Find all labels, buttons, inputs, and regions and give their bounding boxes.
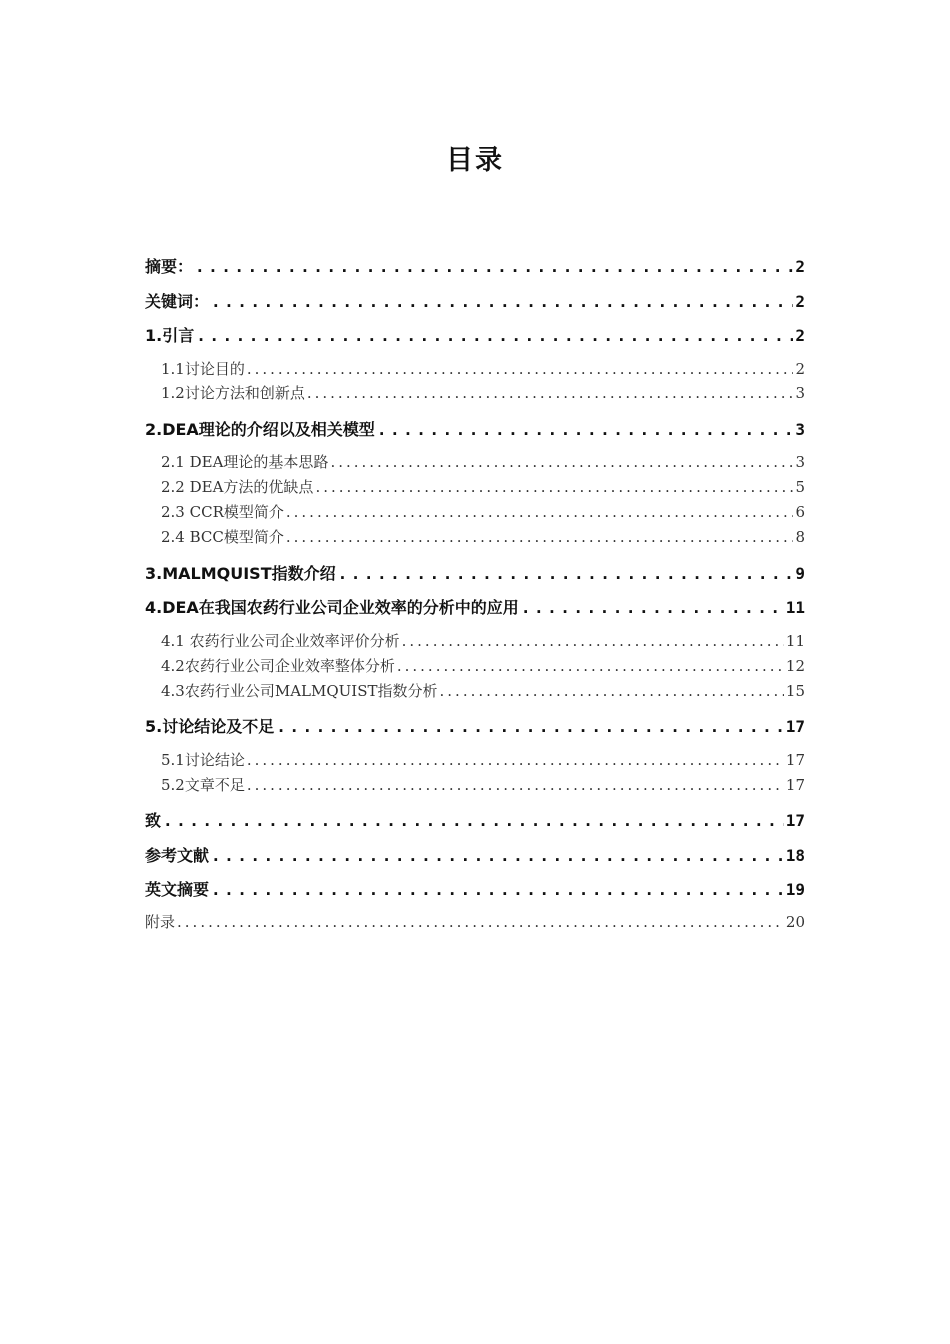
toc-entry-label: 5.2文章不足 bbox=[161, 776, 245, 794]
dot-leader bbox=[211, 880, 784, 899]
toc-entry-page: 17 bbox=[785, 811, 805, 830]
toc-entry-label: 3.MALMQUIST指数介绍 bbox=[145, 564, 336, 583]
dot-leader bbox=[440, 682, 784, 700]
toc-entry-label: 2.1 DEA理论的基本思路 bbox=[161, 453, 329, 471]
toc-entry-page: 2 bbox=[795, 360, 805, 378]
toc-entry-page: 12 bbox=[785, 657, 805, 675]
toc-entry bbox=[145, 501, 805, 525]
toc-entry-page: 2 bbox=[795, 326, 805, 345]
toc-entry bbox=[145, 714, 805, 738]
toc-entry-page: 8 bbox=[795, 528, 805, 546]
dot-leader bbox=[315, 478, 793, 496]
toc-title: 目录 bbox=[446, 145, 504, 176]
toc-entry bbox=[145, 774, 805, 798]
toc-entry-page: 2 bbox=[795, 292, 805, 311]
dot-leader bbox=[338, 564, 794, 583]
toc-entry-page: 11 bbox=[785, 632, 805, 650]
toc-entry-page: 19 bbox=[785, 880, 805, 899]
dot-leader bbox=[276, 717, 784, 736]
toc-entry bbox=[145, 561, 805, 585]
toc-entry-label: 4.DEA在我国农药行业公司企业效率的分析中的应用 bbox=[145, 598, 519, 617]
toc-entry-page: 11 bbox=[785, 598, 805, 617]
toc-entry-label: 附录 bbox=[145, 913, 176, 931]
dot-leader bbox=[247, 751, 784, 769]
toc-entry-label: 5.1讨论结论 bbox=[161, 751, 245, 769]
toc-entry bbox=[145, 476, 805, 500]
toc-entry-label: 1.1讨论目的 bbox=[161, 360, 245, 378]
toc-entry bbox=[145, 655, 805, 679]
toc-entry bbox=[145, 289, 805, 313]
toc-entry-page: 6 bbox=[795, 503, 805, 521]
toc-entry-label: 4.3农药行业公司MALMQUIST指数分析 bbox=[161, 682, 438, 700]
dot-leader bbox=[247, 776, 784, 794]
toc-entry bbox=[145, 911, 805, 935]
toc-entry bbox=[145, 749, 805, 773]
toc-entry bbox=[145, 526, 805, 550]
toc-entry bbox=[145, 254, 805, 278]
toc-entry bbox=[145, 382, 805, 406]
toc-entry-page: 20 bbox=[785, 913, 805, 931]
dot-leader bbox=[377, 420, 794, 439]
toc-entry-page: 17 bbox=[785, 717, 805, 736]
toc-entry-page: 3 bbox=[795, 384, 805, 402]
dot-leader bbox=[402, 632, 784, 650]
dot-leader bbox=[397, 657, 784, 675]
dot-leader bbox=[211, 292, 793, 311]
toc-entry-label: 2.DEA理论的介绍以及相关模型 bbox=[145, 420, 375, 439]
toc-entry-label: 1.2讨论方法和创新点 bbox=[161, 384, 305, 402]
toc-entry-page: 3 bbox=[795, 420, 805, 439]
dot-leader bbox=[195, 257, 793, 276]
toc-entry-label: 4.1 农药行业公司企业效率评价分析 bbox=[161, 632, 400, 650]
dot-leader bbox=[286, 528, 794, 546]
toc-entry-page: 2 bbox=[795, 257, 805, 276]
toc-entry-page: 17 bbox=[785, 751, 805, 769]
toc-entry-label: 摘要： bbox=[145, 257, 194, 276]
toc-entry-label: 关键词： bbox=[145, 292, 210, 311]
toc-entry-label: 2.4 BCC模型简介 bbox=[161, 528, 284, 546]
dot-leader bbox=[163, 811, 784, 830]
toc-entry-page: 17 bbox=[785, 776, 805, 794]
toc-entry bbox=[145, 451, 805, 475]
toc-entry-label: 4.2农药行业公司企业效率整体分析 bbox=[161, 657, 395, 675]
toc-entry-label: 2.3 CCR模型简介 bbox=[161, 503, 284, 521]
toc-entry bbox=[145, 630, 805, 654]
toc-entry-label: 致 bbox=[145, 811, 162, 830]
toc-entry-label: 2.2 DEA方法的优缺点 bbox=[161, 478, 314, 496]
dot-leader bbox=[177, 913, 784, 931]
dot-leader bbox=[196, 326, 793, 345]
toc-entry-label: 英文摘要 bbox=[145, 880, 210, 899]
toc-entry bbox=[145, 417, 805, 441]
toc-entry-page: 9 bbox=[795, 564, 805, 583]
toc-entry bbox=[145, 323, 805, 347]
dot-leader bbox=[247, 360, 794, 378]
toc-entry bbox=[145, 680, 805, 704]
toc-entry-label: 1.引言 bbox=[145, 326, 195, 345]
toc-entry bbox=[145, 877, 805, 901]
dot-leader bbox=[521, 598, 784, 617]
dot-leader bbox=[330, 453, 793, 471]
dot-leader bbox=[286, 503, 794, 521]
toc-entry-page: 18 bbox=[785, 846, 805, 865]
toc-entry-page: 3 bbox=[795, 453, 805, 471]
toc-entry-page: 15 bbox=[785, 682, 805, 700]
toc-entry bbox=[145, 358, 805, 382]
dot-leader bbox=[211, 846, 784, 865]
toc-entry bbox=[145, 843, 805, 867]
toc-entry-label: 5.讨论结论及不足 bbox=[145, 717, 275, 736]
toc-entry-page: 5 bbox=[795, 478, 805, 496]
toc-entry bbox=[145, 808, 805, 832]
toc-entry bbox=[145, 595, 805, 619]
toc-entry-label: 参考文献 bbox=[145, 846, 210, 865]
dot-leader bbox=[307, 384, 794, 402]
